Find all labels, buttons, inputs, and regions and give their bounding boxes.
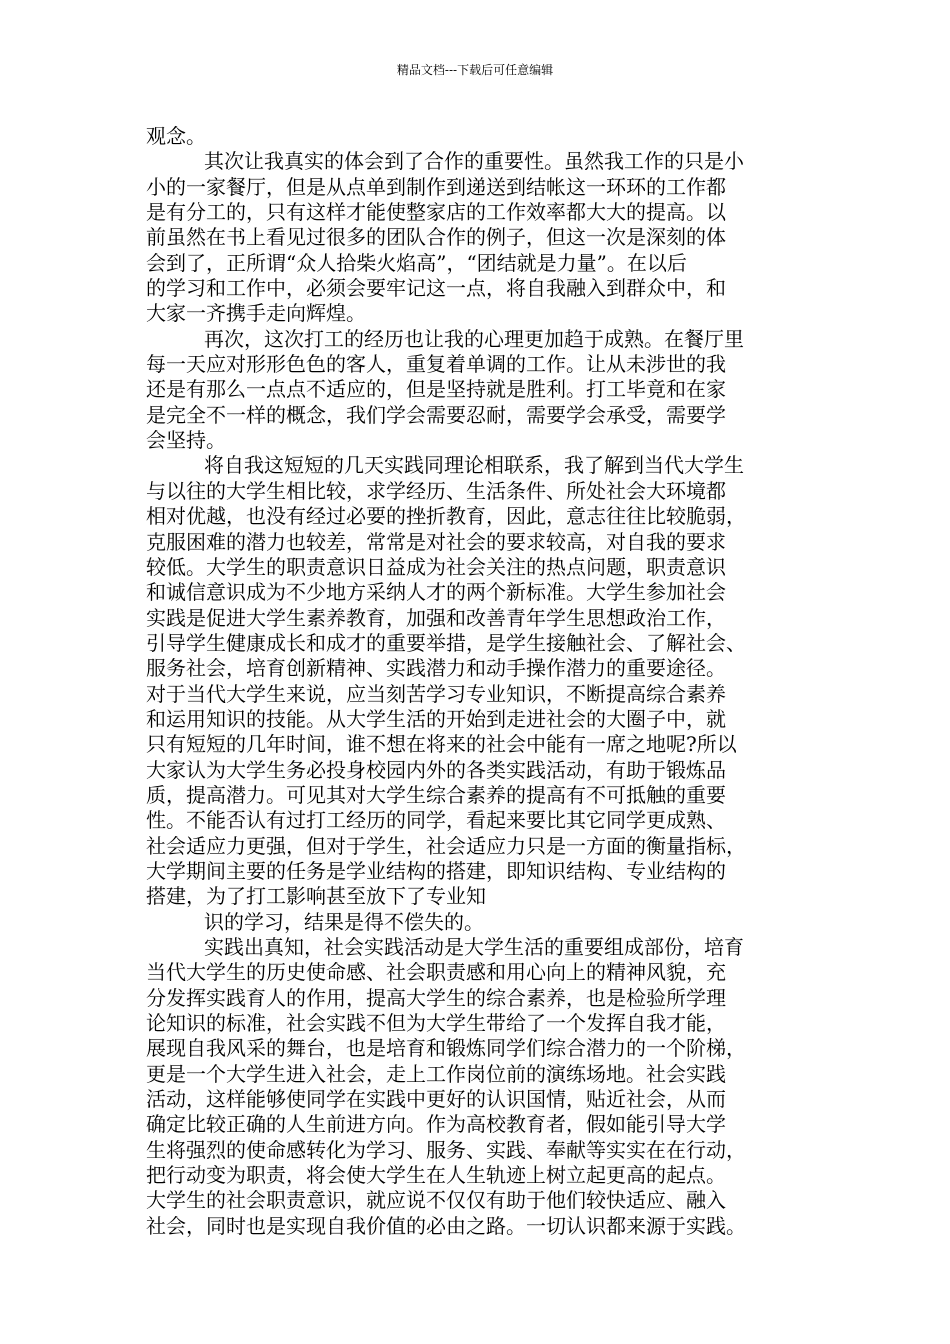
text-line: 搭建，为了打工影响甚至放下了专业知 xyxy=(146,884,486,909)
text-line: 实践是促进大学生素养教育，加强和改善青年学生思想政治工作， xyxy=(146,605,726,630)
text-line: 会到了，正所谓“众人拾柴火焰高”，“团结就是力量”。在以后 xyxy=(146,250,687,275)
text-line: 再次，这次打工的经历也让我的心理更加趋于成熟。在餐厅里 xyxy=(204,326,744,351)
text-line: 会坚持。 xyxy=(146,428,226,453)
text-line: 分发挥实践育人的作用，提高大学生的综合素养，也是检验所学理 xyxy=(146,985,726,1010)
text-line: 生将强烈的使命感转化为学习、服务、实践、奉献等实实在在行动， xyxy=(146,1137,746,1162)
text-line: 实践出真知，社会实践活动是大学生活的重要组成部份，培育 xyxy=(204,935,744,959)
text-line: 是完全不一样的概念，我们学会需要忍耐，需要学会承受，需要学 xyxy=(146,402,726,427)
text-line: 大家认为大学生务必投身校园内外的各类实践活动，有助于锻炼品 xyxy=(146,757,726,782)
text-line: 大学期间主要的任务是学业结构的搭建，即知识结构、专业结构的 xyxy=(146,858,726,883)
text-line: 观念。 xyxy=(146,124,206,148)
text-line: 服务社会，培育创新精神、实践潜力和动手操作潜力的重要途径。 xyxy=(146,656,726,681)
text-line: 社会，同时也是实现自我价值的必由之路。一切认识都来源于实践。 xyxy=(146,1213,746,1238)
text-line: 识的学习，结果是得不偿失的。 xyxy=(204,909,484,934)
text-line: 前虽然在书上看见过很多的团队合作的例子，但这一次是深刻的体 xyxy=(146,225,726,250)
text-line: 较低。大学生的职责意识日益成为社会关注的热点问题，职责意识 xyxy=(146,554,726,579)
text-line: 社会适应力更强，但对于学生，社会适应力只是一方面的衡量指标， xyxy=(146,833,746,858)
text-line: 更是一个大学生进入社会，走上工作岗位前的演练场地。社会实践 xyxy=(146,1061,726,1086)
text-line: 克服困难的潜力也较差，常常是对社会的要求较高，对自我的要求 xyxy=(146,529,726,554)
text-line: 展现自我风采的舞台，也是培育和锻炼同学们综合潜力的一个阶梯， xyxy=(146,1036,746,1061)
text-line: 每一天应对形形色色的客人，重复着单调的工作。让从未涉世的我 xyxy=(146,352,726,377)
text-line: 对于当代大学生来说，应当刻苦学习专业知识，不断提高综合素养 xyxy=(146,681,726,706)
text-line: 引导学生健康成长和成才的重要举措，是学生接触社会、了解社会、 xyxy=(146,630,746,655)
text-line: 其次让我真实的体会到了合作的重要性。虽然我工作的只是小 xyxy=(204,149,744,174)
text-line: 大学生的社会职责意识，就应说不仅仅有助于他们较快适应、融入 xyxy=(146,1188,726,1213)
text-line: 将自我这短短的几天实践同理论相联系，我了解到当代大学生 xyxy=(204,453,744,478)
page-header: 精品文档---下载后可任意编辑 xyxy=(396,63,554,77)
text-line: 活动，这样能够使同学在实践中更好的认识国情，贴近社会，从而 xyxy=(146,1087,726,1112)
text-line: 性。不能否认有过打工经历的同学，看起来要比其它同学更成熟、 xyxy=(146,808,726,833)
text-line: 把行动变为职责，将会使大学生在人生轨迹上树立起更高的起点。 xyxy=(146,1163,726,1188)
text-line: 当代大学生的历史使命感、社会职责感和用心向上的精神风貌，充 xyxy=(146,960,726,985)
text-line: 只有短短的几年时间，谁不想在将来的社会中能有一席之地呢?所以 xyxy=(146,732,737,757)
text-line: 大家一齐携手走向辉煌。 xyxy=(146,301,366,326)
document-body xyxy=(146,124,822,1239)
text-line: 质，提高潜力。可见其对大学生综合素养的提高有不可抵触的重要 xyxy=(146,782,726,807)
text-line: 论知识的标准，社会实践不但为大学生带给了一个发挥自我才能， xyxy=(146,1011,726,1036)
text-line: 小的一家餐厅，但是从点单到制作到递送到结帐这一环环的工作都 xyxy=(146,174,726,199)
text-line: 的学习和工作中，必须会要牢记这一点，将自我融入到群众中，和 xyxy=(146,276,726,301)
text-line: 和运用知识的技能。从大学生活的开始到走进社会的大圈子中，就 xyxy=(146,706,726,731)
text-line: 和诚信意识成为不少地方采纳人才的两个新标准。大学生参加社会 xyxy=(146,580,726,605)
text-line: 确定比较正确的人生前进方向。作为高校教育者，假如能引导大学 xyxy=(146,1112,726,1137)
text-line: 是有分工的，只有这样才能使整家店的工作效率都大大的提高。以 xyxy=(146,200,726,225)
text-line: 相对优越，也没有经过必要的挫折教育，因此，意志往往比较脆弱， xyxy=(146,504,746,529)
text-line: 还是有那么一点点不适应的，但是坚持就是胜利。打工毕竟和在家 xyxy=(146,377,726,402)
text-line: 与以往的大学生相比较，求学经历、生活条件、所处社会大环境都 xyxy=(146,478,726,503)
